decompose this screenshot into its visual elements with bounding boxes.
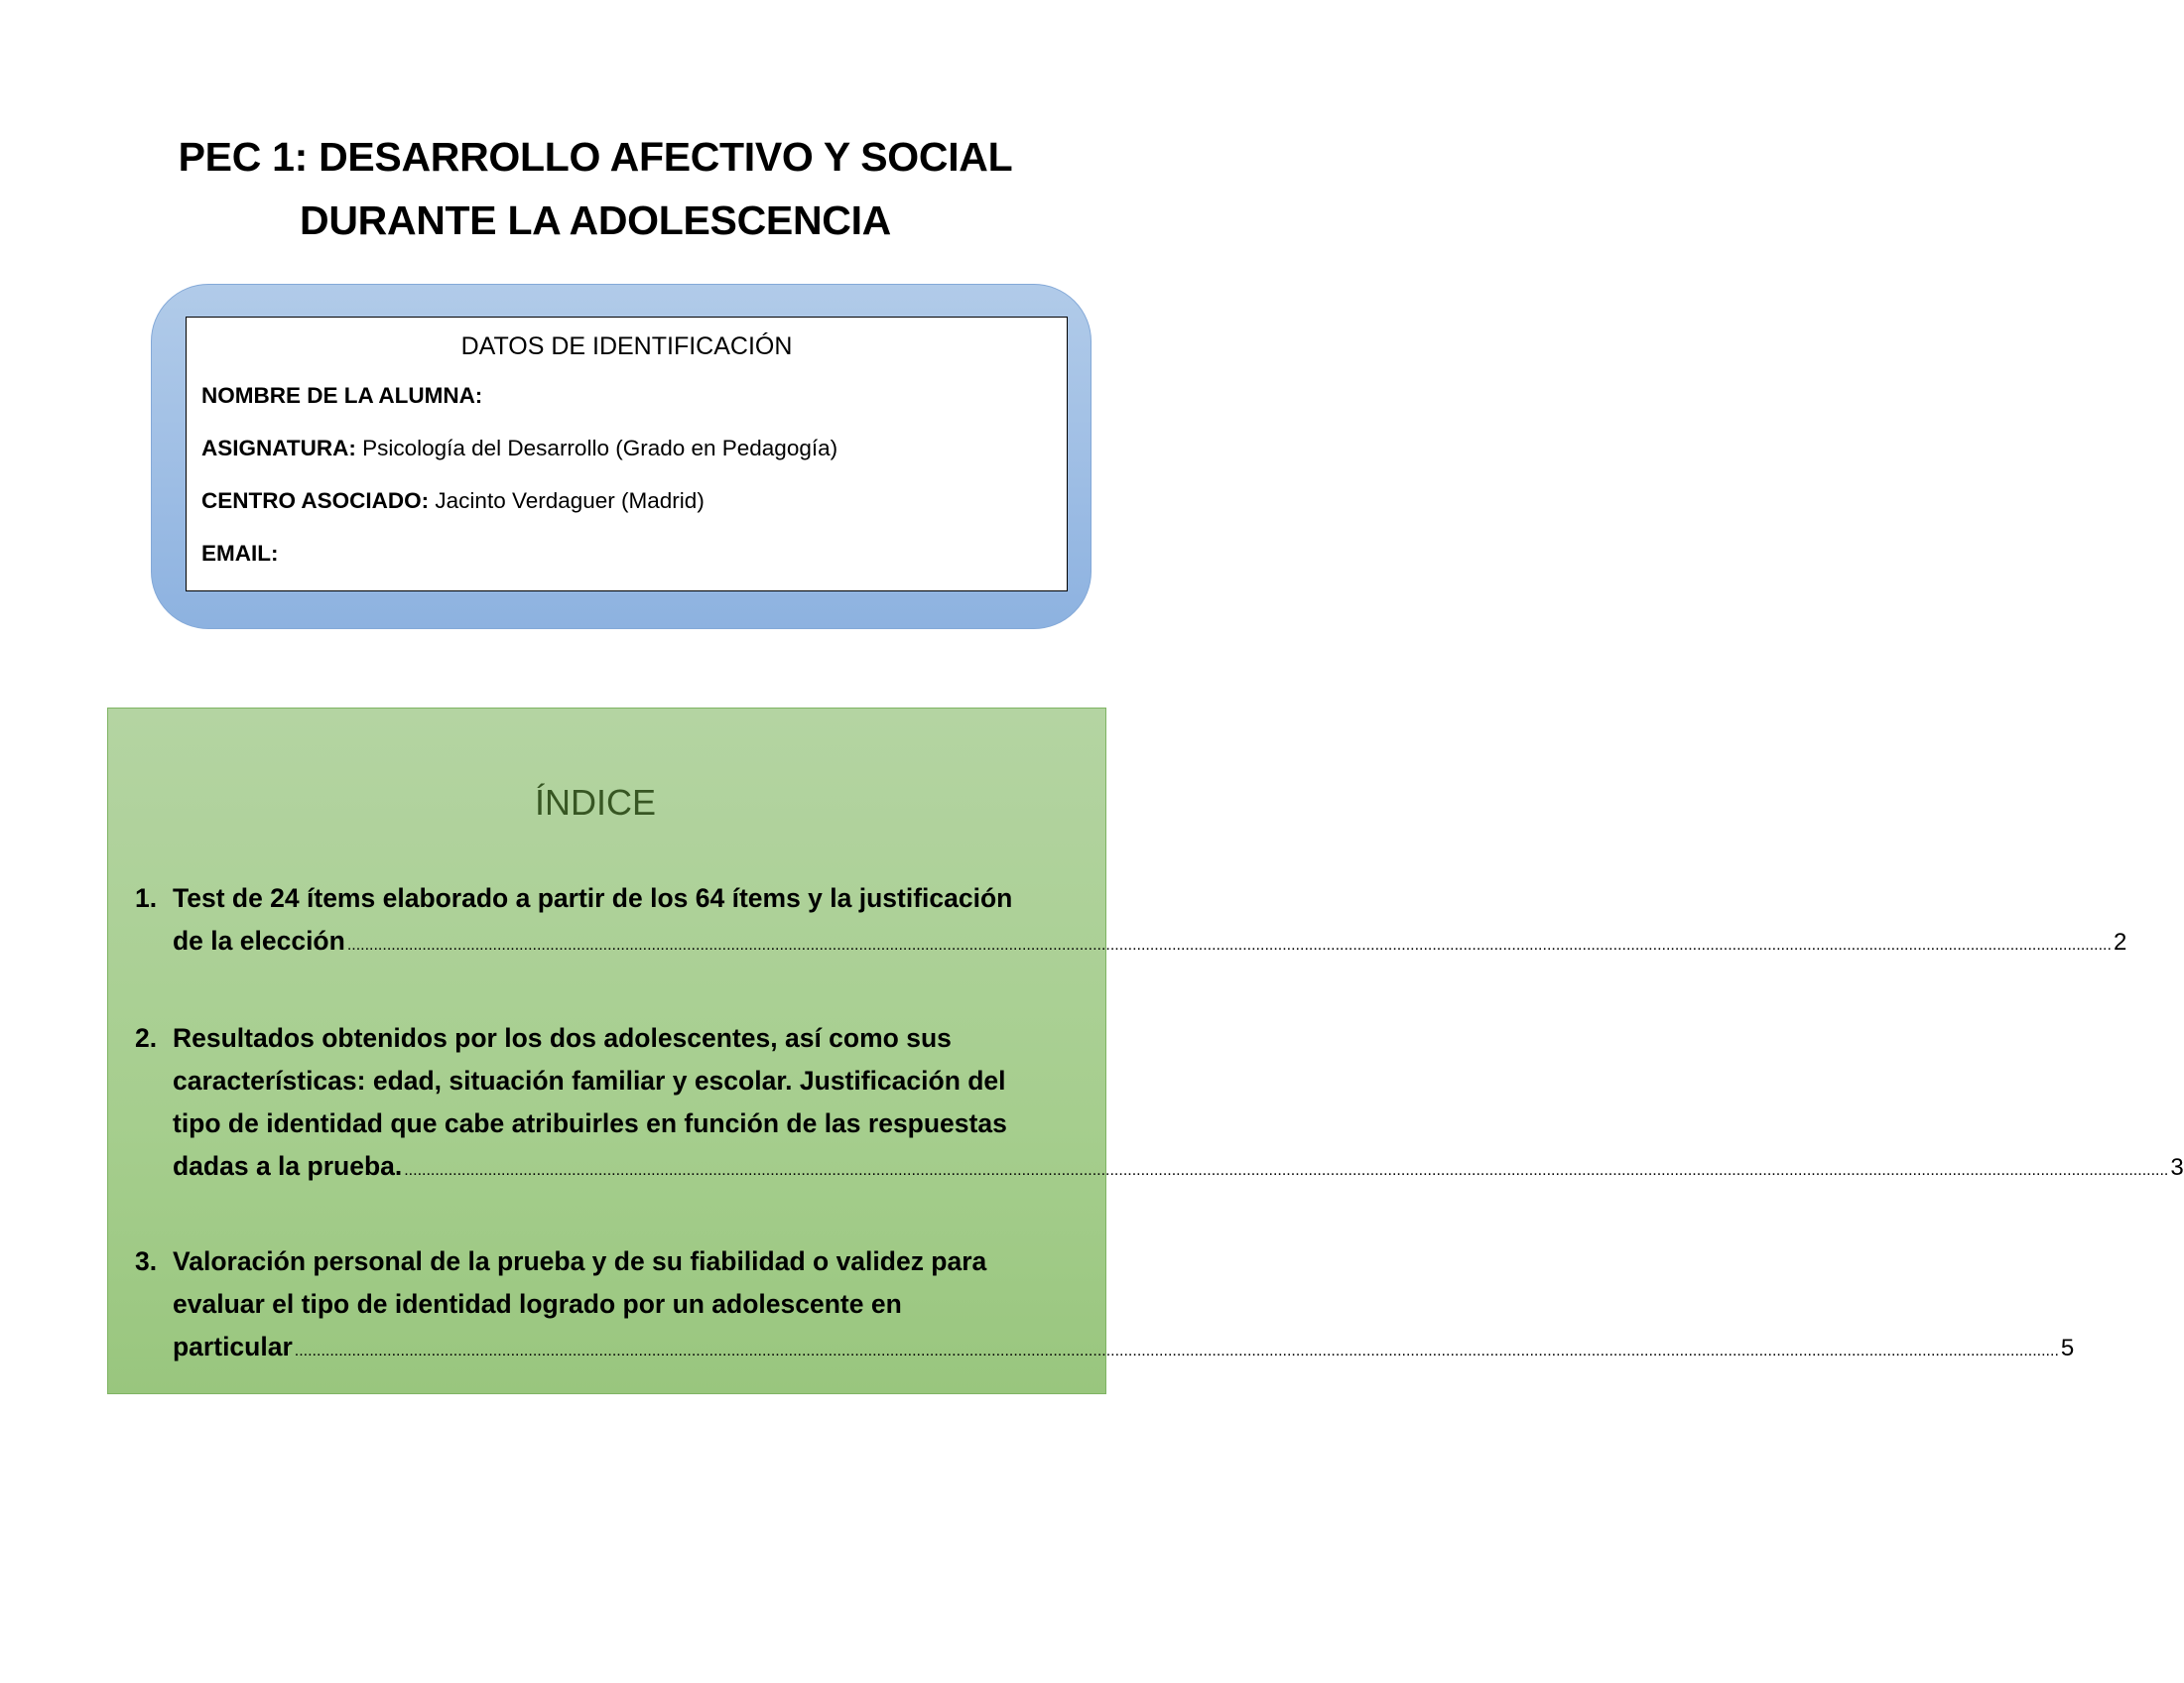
email-label: EMAIL: bbox=[201, 541, 279, 566]
subject-value: Psicología del Desarrollo (Grado en Pedagogía) bbox=[355, 436, 838, 460]
toc-item-line: Resultados obtenidos por los dos adolescentes, así como sus bbox=[173, 1023, 952, 1053]
student-name-label: NOMBRE DE LA ALUMNA: bbox=[201, 383, 483, 408]
toc-item-number: 3. bbox=[135, 1246, 158, 1276]
toc-item-line: Test de 24 ítems elaborado a partir de los 64 ítems y la justificación bbox=[173, 883, 1013, 913]
identification-heading: DATOS DE IDENTIFICACIÓN bbox=[460, 332, 793, 360]
toc-item-last-line: de la elección bbox=[173, 926, 345, 956]
toc-item-number: 2. bbox=[135, 1023, 158, 1053]
toc-page-number: 3 bbox=[2170, 1154, 2184, 1181]
document-title bbox=[0, 125, 1191, 252]
toc-item[interactable] bbox=[135, 877, 2127, 967]
toc-item-last-line: dadas a la prueba. bbox=[173, 1151, 403, 1181]
email-row bbox=[201, 539, 1052, 569]
toc-item-last-line: particular bbox=[173, 1332, 293, 1361]
identification-box bbox=[186, 317, 1068, 591]
title-line-2: DURANTE LA ADOLESCENCIA bbox=[300, 197, 891, 243]
toc-page-number: 5 bbox=[2060, 1335, 2075, 1361]
toc-page-number: 2 bbox=[2113, 929, 2127, 956]
toc-leader-dots: ................................................................................................................................................................................................................................................................................................................................................................................................................ bbox=[294, 1343, 2059, 1359]
toc-item[interactable] bbox=[135, 1017, 2184, 1192]
center-value: Jacinto Verdaguer (Madrid) bbox=[429, 488, 705, 513]
index-title: ÍNDICE bbox=[534, 782, 656, 823]
toc-leader-dots: ................................................................................................................................................................................................................................................................................................................................................................................................................ bbox=[404, 1162, 2169, 1179]
subject-row bbox=[201, 434, 1052, 463]
toc-item-line: características: edad, situación familiar y escolar. Justificación del bbox=[173, 1066, 1006, 1096]
toc-item-line: Valoración personal de la prueba y de su fiabilidad o validez para bbox=[173, 1246, 987, 1276]
toc-item[interactable] bbox=[135, 1240, 2075, 1372]
toc-item-number: 1. bbox=[135, 883, 158, 913]
toc-leader-dots: ................................................................................................................................................................................................................................................................................................................................................................................................................ bbox=[346, 937, 2112, 954]
toc-item-line: tipo de identidad que cabe atribuirles en función de las respuestas bbox=[173, 1108, 1007, 1138]
title-line-1: PEC 1: DESARROLLO AFECTIVO Y SOCIAL bbox=[178, 134, 1013, 180]
student-name-row bbox=[201, 381, 1052, 411]
toc-item-line: evaluar el tipo de identidad logrado por un adolescente en bbox=[173, 1289, 902, 1319]
subject-label: ASIGNATURA: bbox=[201, 436, 356, 460]
center-label: CENTRO ASOCIADO: bbox=[201, 488, 430, 513]
center-row bbox=[201, 486, 1052, 516]
